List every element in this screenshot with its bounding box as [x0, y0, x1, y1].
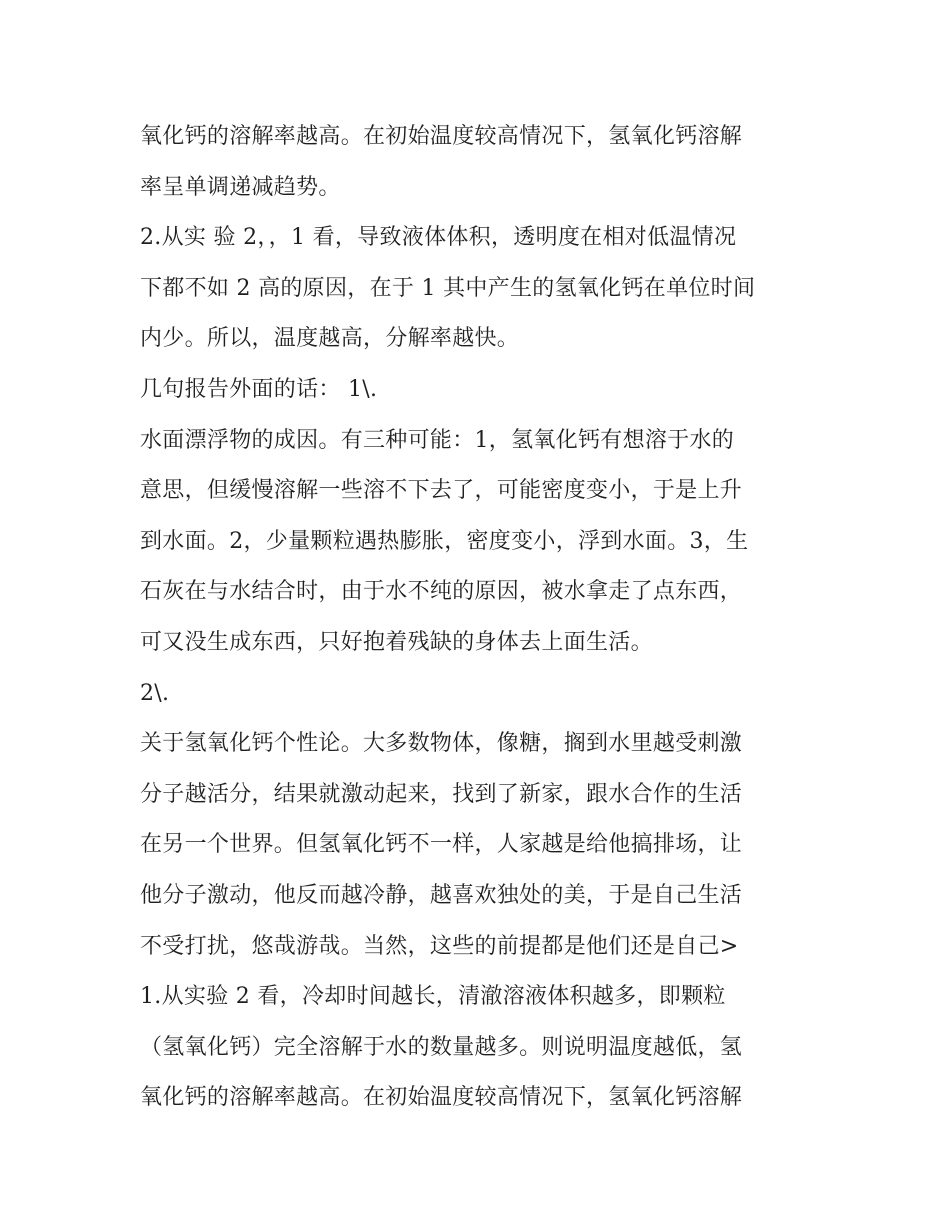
text-line: 意思，但缓慢溶解一些溶不下去了，可能密度变小，于是上升 [140, 478, 743, 504]
text-line: 内少。所以，温度越高，分解率越快。 [140, 326, 520, 352]
text-line: 率呈单调递减趋势。 [140, 174, 341, 200]
text-line: （氢氧化钙）完全溶解于水的数量越多。则说明温度越低，氢 [140, 1034, 743, 1060]
text-line: 石灰在与水结合时，由于水不纯的原因，被水拿走了点东西， [140, 579, 743, 605]
document-body [140, 112, 830, 1124]
text-line: 1.从实验 2 看，冷却时间越长，清澈溶液体积越多，即颗粒 [140, 984, 726, 1010]
text-line: 氧化钙的溶解率越高。在初始温度较高情况下，氢氧化钙溶解 [140, 124, 743, 149]
text-line: 几句报告外面的话： 1\. [140, 376, 378, 402]
text-line: 他分子激动，他反而越冷静，越喜欢独处的美，于是自己生活 [140, 882, 743, 908]
text-line: 下都不如 2 高的原因，在于 1 其中产生的氢氧化钙在单位时间 [140, 275, 756, 301]
text-line: 关于氢氧化钙个性论。大多数物体，像糖，搁到水里越受刺激 [140, 731, 743, 757]
text-line: 氧化钙的溶解率越高。在初始温度较高情况下，氢氧化钙溶解 [140, 1085, 743, 1111]
text-line: 水面漂浮物的成因。有三种可能：1，氢氧化钙有想溶于水的 [140, 427, 735, 453]
text-line: 2.从实 验 2，，1 看，导致液体体积，透明度在相对低温情况 [140, 225, 737, 251]
text-line: 可又没生成东西，只好抱着残缺的身体去上面生活。 [140, 629, 653, 655]
text-line: 分子越活分，结果就激动起来，找到了新家，跟水合作的生活 [140, 781, 743, 807]
text-line: 在另一个世界。但氢氧化钙不一样，人家越是给他搞排场，让 [140, 832, 743, 858]
text-line: 2\. [140, 680, 170, 706]
text-line: 不受打扰，悠哉游哉。当然，这些的前提都是他们还是自己> [140, 933, 739, 959]
text-line: 到水面。2，少量颗粒遇热膨胀，密度变小，浮到水面。3，生 [140, 528, 749, 554]
